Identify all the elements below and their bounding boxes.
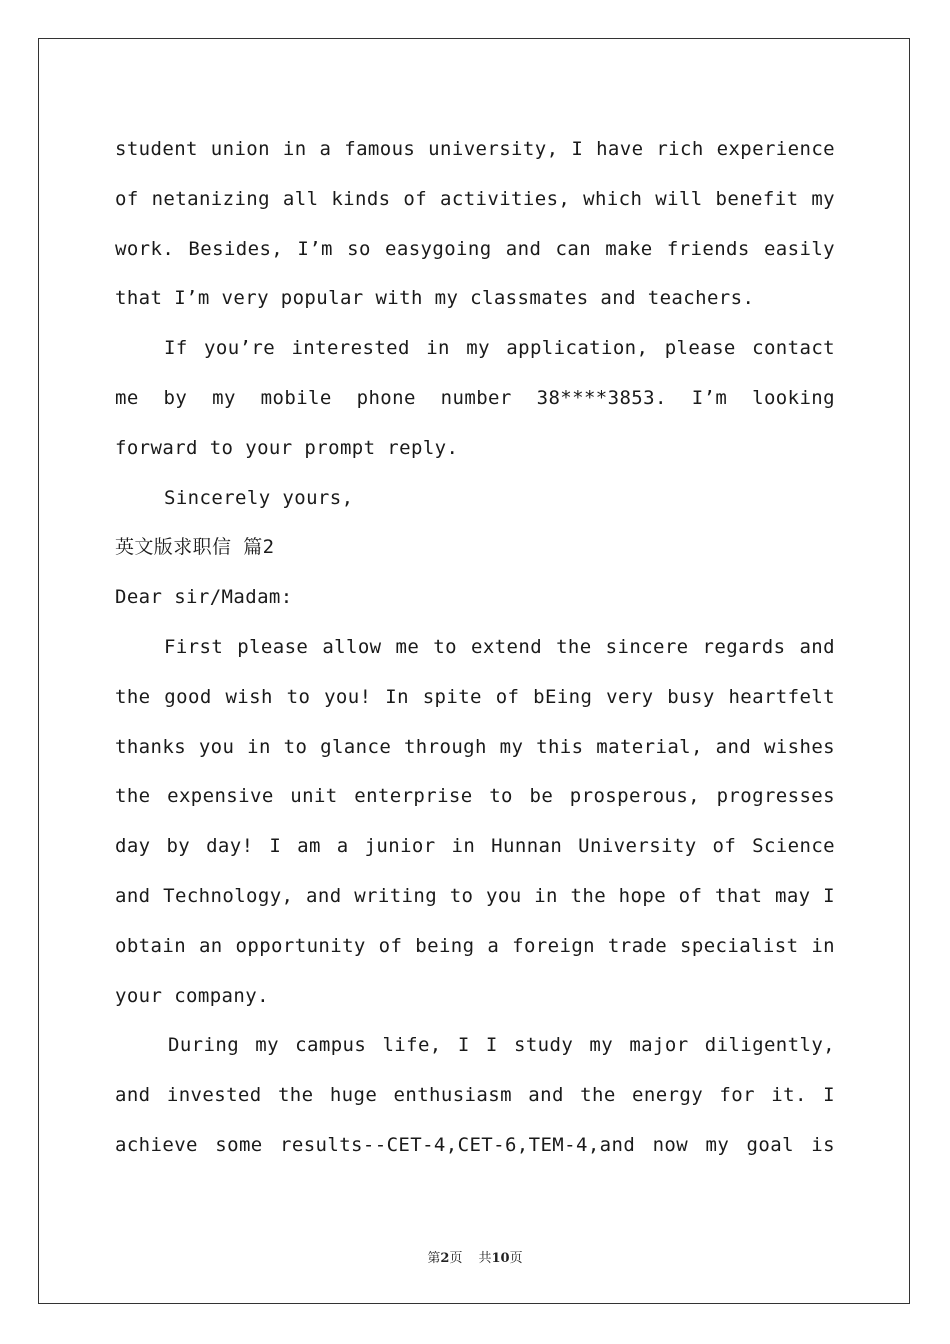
closing-line: Sincerely yours, bbox=[164, 486, 354, 509]
text-line: work. Besides, I’m so easygoing and can make friends easily bbox=[115, 237, 835, 260]
page-prefix: 第 bbox=[427, 1251, 441, 1266]
text-line: student union in a famous university, I have rich experience bbox=[115, 138, 835, 160]
text-line: and Technology, and writing to you in the hope of that may I bbox=[115, 884, 835, 907]
text-line: your company. bbox=[115, 984, 269, 1007]
text-line: of netanizing all kinds of activities, which will benefit my bbox=[115, 187, 835, 210]
text-line: day by day! I am a junior in Hunnan University of Science bbox=[115, 835, 835, 858]
text-line: the good wish to you! In spite of bEing very busy heartfelt bbox=[115, 685, 835, 708]
text-line: me by my mobile phone number 38****3853. I’m looking bbox=[115, 386, 835, 409]
page-footer bbox=[0, 1247, 950, 1266]
text-line: the expensive unit enterprise to be prosperous, progresses bbox=[115, 785, 835, 808]
text-line: and invested the huge enthusiasm and the energy for it. I bbox=[115, 1084, 835, 1107]
page-total: 10 bbox=[491, 1251, 510, 1266]
text-line: achieve some results--CET-4,CET-6,TEM-4,and now my goal is bbox=[115, 1133, 835, 1156]
page-suffix: 页 bbox=[449, 1251, 463, 1266]
text-line: During my campus life, I I study my major diligently, bbox=[168, 1034, 835, 1057]
text-line: obtain an opportunity of being a foreign trade specialist in bbox=[115, 934, 835, 957]
total-suffix: 页 bbox=[509, 1251, 523, 1266]
text-line: that I’m very popular with my classmates and teachers. bbox=[115, 287, 755, 310]
text-line: First please allow me to extend the sincere regards and bbox=[164, 635, 835, 658]
total-prefix: 共 bbox=[478, 1251, 492, 1266]
document-body bbox=[115, 125, 835, 1171]
text-line: thanks you in to glance through my this material, and wishes bbox=[115, 735, 835, 758]
page-current: 2 bbox=[440, 1251, 450, 1266]
text-line: If you’re interested in my application, please contact bbox=[164, 337, 835, 360]
salutation: Dear sir/Madam: bbox=[115, 586, 293, 609]
section-heading: 英文版求职信 篇2 bbox=[115, 536, 275, 559]
text-line: forward to your prompt reply. bbox=[115, 436, 459, 459]
